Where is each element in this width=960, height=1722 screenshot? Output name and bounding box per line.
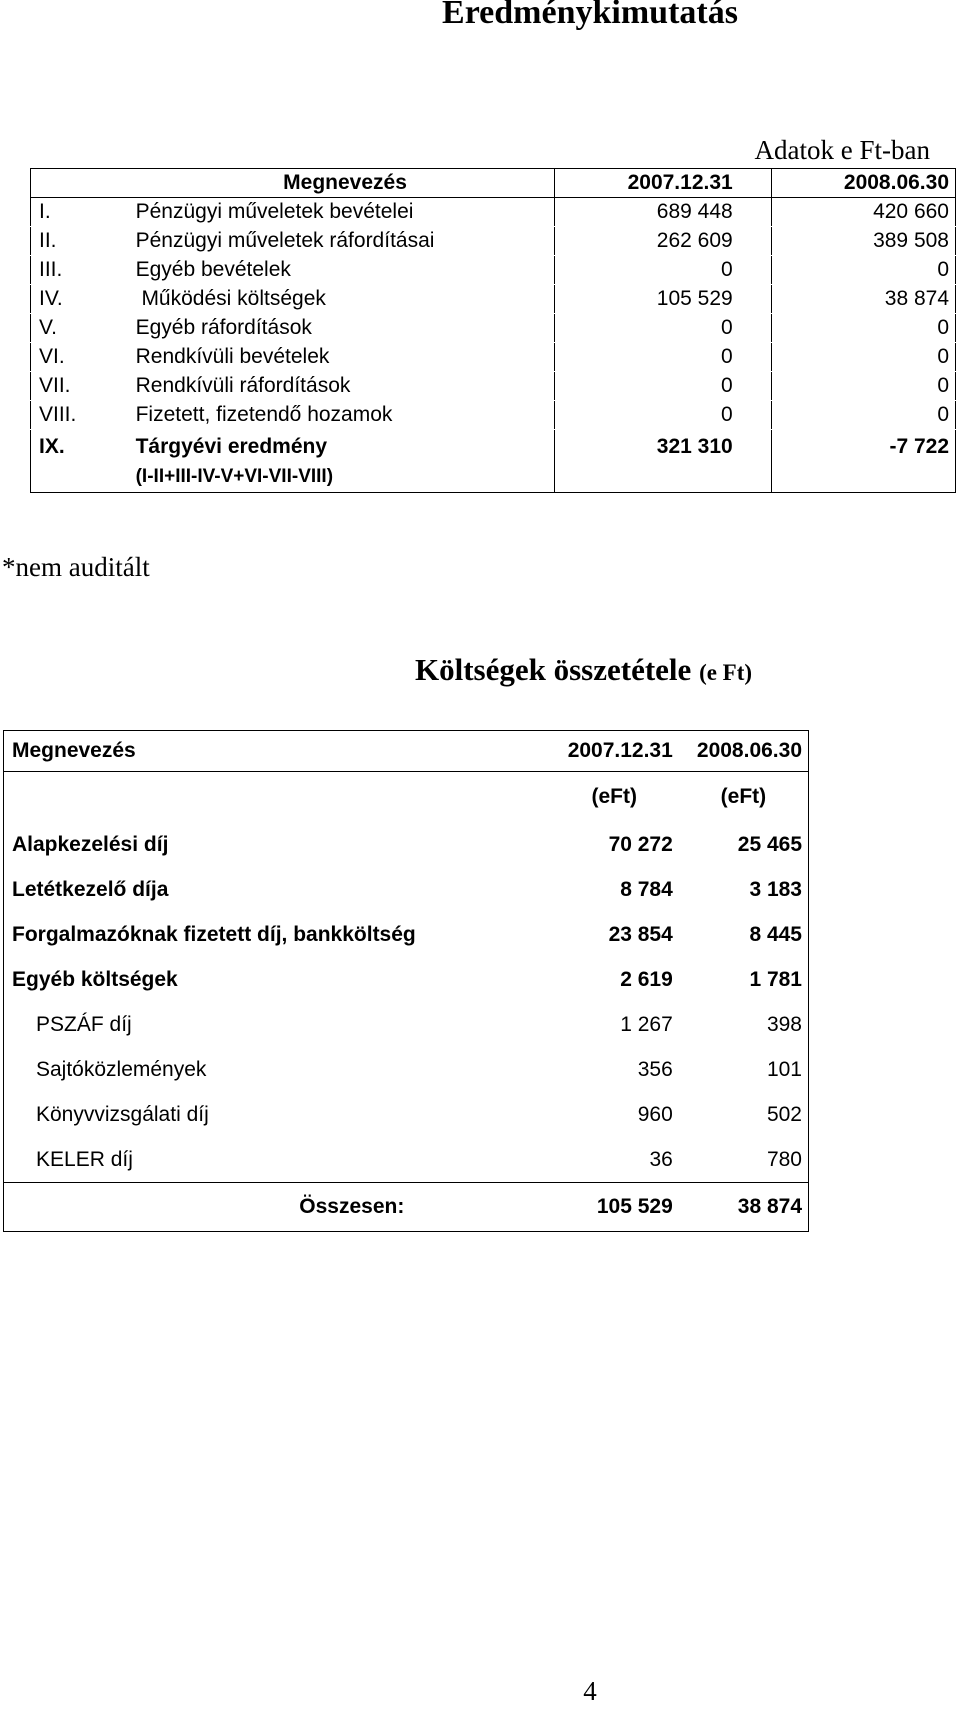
cost-value-2008: 101 — [766, 1057, 802, 1081]
table-row — [4, 822, 809, 867]
cost-value-2007: 356 — [637, 1057, 673, 1081]
header-col2-cell: 2008.06.30 — [771, 169, 955, 198]
header-name-cell: Megnevezés — [130, 169, 555, 198]
row-name: Rendkívüli ráfordítások — [130, 372, 555, 401]
row-value-2008: 389 508 — [771, 227, 955, 256]
row-name: Rendkívüli bevételek — [130, 343, 555, 372]
row-name: Fizetett, fizetendő hozamok — [130, 401, 555, 430]
costs-title — [415, 652, 752, 688]
row-num: VII. — [31, 372, 130, 401]
table-row — [4, 867, 809, 912]
row-value-2007: 0 — [555, 401, 771, 430]
row-name: Működési költségek — [130, 285, 555, 314]
row-value-2007: 0 — [555, 314, 771, 343]
cost-value-2007: 36 — [649, 1147, 673, 1171]
row-num: VIII. — [31, 401, 130, 430]
header-name-cell: Megnevezés — [4, 731, 550, 772]
header-col2-cell: 2008.06.30 — [679, 731, 809, 772]
row-num: III. — [31, 256, 130, 285]
cost-value-2007: 70 272 — [608, 832, 673, 856]
total-name: Tárgyévi eredmény — [135, 435, 328, 458]
page-number: 4 — [583, 1676, 597, 1706]
cost-sub-label: KELER díj — [36, 1147, 133, 1171]
row-value-2008: 38 874 — [771, 285, 955, 314]
row-num: IV. — [31, 285, 130, 314]
table-sub-row — [4, 1002, 809, 1047]
costs-title-unit: (e Ft) — [699, 660, 753, 685]
cost-value-2008: 502 — [766, 1102, 802, 1126]
cost-label: Letétkezelő díja — [12, 877, 169, 901]
total-row — [31, 430, 956, 493]
row-value-2007: 0 — [555, 343, 771, 372]
cost-value-2007: 8 784 — [620, 877, 673, 901]
table-sub-row — [4, 1047, 809, 1092]
units-note: Adatok e Ft-ban — [754, 135, 930, 165]
table-row — [31, 198, 956, 227]
row-value-2007: 689 448 — [555, 198, 771, 227]
row-name: Pénzügyi műveletek bevételei — [130, 198, 555, 227]
table-row — [31, 285, 956, 314]
cost-label: Egyéb költségek — [12, 967, 178, 991]
table-row — [31, 343, 956, 372]
table-row — [31, 401, 956, 430]
units-col2-cell: (eFt) — [720, 785, 767, 808]
row-value-2008: 420 660 — [771, 198, 955, 227]
row-num: I. — [31, 198, 130, 227]
row-name: Pénzügyi műveletek ráfordításai — [130, 227, 555, 256]
cost-sub-label: Könyvvizsgálati díj — [36, 1102, 209, 1126]
cost-value-2007: 23 854 — [608, 922, 673, 946]
units-empty-cell — [4, 772, 550, 823]
table-row — [31, 372, 956, 401]
row-num: V. — [31, 314, 130, 343]
total-row — [4, 1183, 809, 1232]
table-header-row — [4, 731, 809, 772]
cost-value-2008: 398 — [766, 1012, 802, 1036]
total-value-2008: -7 722 — [771, 430, 955, 493]
header-col1-cell: 2007.12.31 — [555, 169, 771, 198]
row-value-2007: 105 529 — [555, 285, 771, 314]
cost-label: Alapkezelési díj — [12, 832, 169, 856]
row-value-2008: 0 — [771, 256, 955, 285]
row-name: Egyéb ráfordítások — [130, 314, 555, 343]
header-num-cell — [31, 169, 130, 198]
table-row — [4, 912, 809, 957]
income-statement-table — [30, 168, 956, 493]
row-value-2008: 0 — [771, 372, 955, 401]
row-num: VI. — [31, 343, 130, 372]
table-header-row — [31, 169, 956, 198]
table-row — [31, 227, 956, 256]
row-value-2008: 0 — [771, 343, 955, 372]
cost-value-2008: 780 — [766, 1147, 802, 1171]
header-col1-cell: 2007.12.31 — [550, 731, 679, 772]
cost-value-2008: 3 183 — [749, 877, 802, 901]
cost-sub-label: Sajtóközlemények — [36, 1057, 207, 1081]
table-row — [31, 314, 956, 343]
total-formula: (I-II+III-IV-V+VI-VII-VIII) — [135, 466, 334, 487]
row-name: Egyéb bevételek — [130, 256, 555, 285]
total-value-2007: 321 310 — [555, 430, 771, 493]
cost-value-2007: 960 — [637, 1102, 673, 1126]
row-value-2008: 0 — [771, 314, 955, 343]
total-label: Összesen: — [4, 1183, 550, 1232]
row-value-2007: 0 — [555, 372, 771, 401]
table-sub-row — [4, 1137, 809, 1183]
costs-title-text: Költségek összetétele — [415, 652, 692, 687]
table-units-row — [4, 772, 809, 823]
cost-value-2007: 1 267 — [620, 1012, 673, 1036]
page-title: Eredménykimutatás — [442, 0, 738, 31]
table-row — [31, 256, 956, 285]
cost-value-2008: 8 445 — [749, 922, 802, 946]
units-col1-cell: (eFt) — [591, 785, 637, 808]
row-value-2007: 0 — [555, 256, 771, 285]
total-value-2007: 105 529 — [550, 1183, 679, 1232]
cost-value-2007: 2 619 — [620, 967, 673, 991]
table-sub-row — [4, 1092, 809, 1137]
total-name-cell — [130, 430, 555, 493]
row-num: II. — [31, 227, 130, 256]
cost-sub-label: PSZÁF díj — [36, 1012, 132, 1036]
row-value-2008: 0 — [771, 401, 955, 430]
table-row — [4, 957, 809, 1002]
cost-label: Forgalmazóknak fizetett díj, bankköltség — [12, 922, 416, 946]
row-value-2007: 262 609 — [555, 227, 771, 256]
cost-value-2008: 25 465 — [737, 832, 802, 856]
total-value-2008: 38 874 — [679, 1183, 809, 1232]
total-num: IX. — [31, 430, 130, 493]
cost-value-2008: 1 781 — [749, 967, 802, 991]
audit-note: *nem auditált — [2, 552, 150, 582]
costs-table — [3, 730, 809, 1232]
